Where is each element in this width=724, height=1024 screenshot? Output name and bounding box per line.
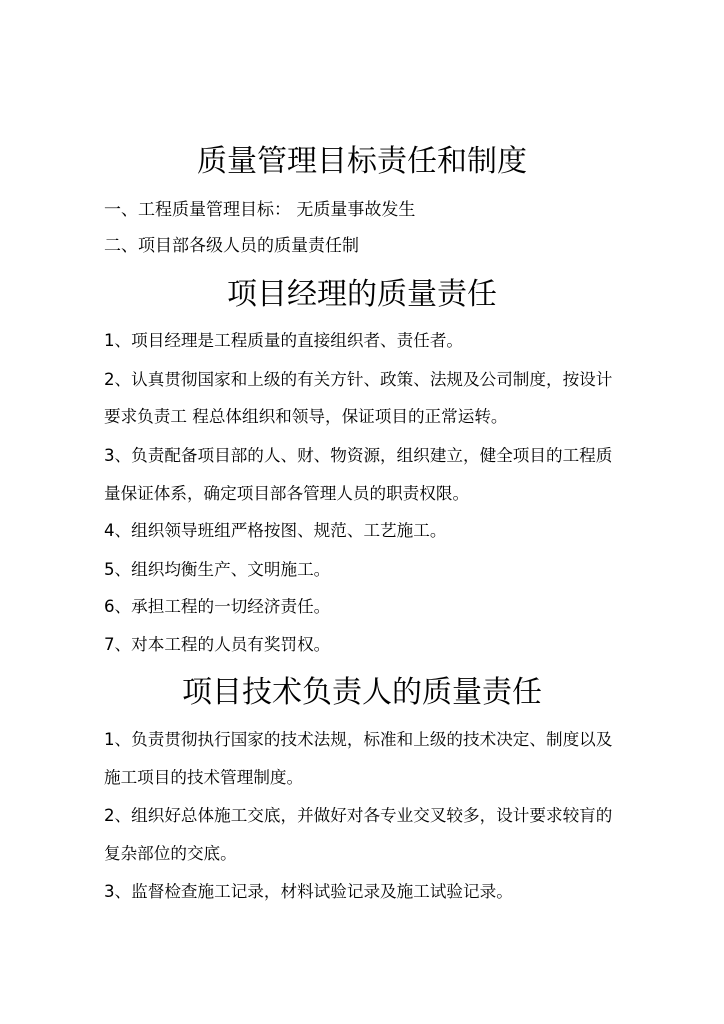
tl-item-2-cont: 复杂部位的交底。 bbox=[104, 844, 237, 863]
pm-item-3-cont: 量保证体系，确定项目部各管理人员的职责权限。 bbox=[104, 484, 470, 503]
tl-item-2: 2、组织好总体施工交底，并做好对各专业交叉较多，设计要求较肓的 bbox=[104, 806, 613, 825]
section-heading-technical-lead: 项目技术负责人的质量责任 bbox=[182, 675, 542, 710]
tl-item-1: 1、负责贯彻执行国家的技术法规，标准和上级的技术决定、制度以及 bbox=[104, 730, 613, 749]
responsibility-system-line: 二、项目部各级人员的质量责任制 bbox=[104, 236, 359, 256]
pm-item-4: 4、组织领导班组严格按图、规范、工艺施工。 bbox=[104, 521, 447, 540]
pm-item-6: 6、承担工程的一切经济责任。 bbox=[104, 597, 331, 616]
pm-item-5: 5、组织均衡生产、文明施工。 bbox=[104, 560, 331, 579]
pm-item-2-cont: 要求负责工 程总体组织和领导，保证项目的正常运转。 bbox=[104, 407, 508, 426]
tl-item-3: 3、监督检查施工记录，材料试验记录及施工试验记录。 bbox=[104, 882, 513, 901]
section-heading-project-manager: 项目经理的质量责任 bbox=[227, 277, 497, 312]
pm-item-1: 1、项目经理是工程质量的直接组织者、责任者。 bbox=[104, 331, 464, 350]
pm-item-7: 7、对本工程的人员有奖罚权。 bbox=[104, 635, 331, 654]
main-title: 质量管理目标责任和制度 bbox=[197, 144, 527, 179]
pm-item-3: 3、负责配备项目部的人、财、物资源，组织建立，健全项目的工程质 bbox=[104, 446, 613, 465]
quality-target-line: 一、工程质量管理目标： 无质量事故发生 bbox=[104, 200, 416, 220]
tl-item-1-cont: 施工项目的技术管理制度。 bbox=[104, 768, 304, 787]
pm-item-2: 2、认真贯彻国家和上级的有关方针、政策、法规及公司制度，按设计 bbox=[104, 370, 613, 389]
